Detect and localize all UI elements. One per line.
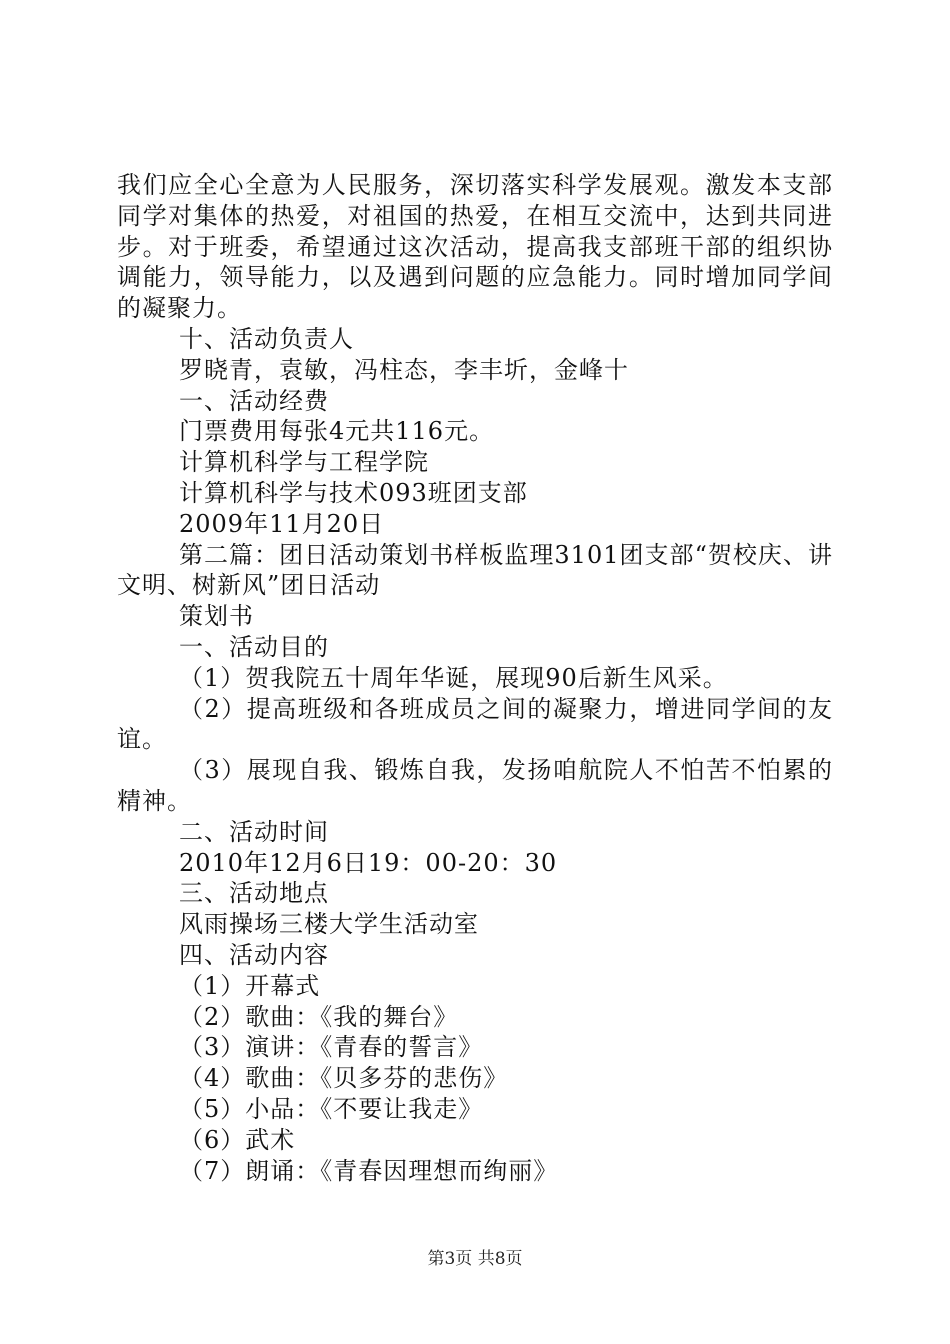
program-item-2: （2）歌曲：《我的舞台》 bbox=[179, 1002, 459, 1031]
purpose-item-3: （3）展现自我、锻炼自我，发扬咱航院人不怕苦不怕累的精神。 bbox=[117, 756, 833, 815]
signature-school: 计算机科学与工程学院 bbox=[179, 448, 429, 477]
program-item-5: （5）小品：《不要让我走》 bbox=[179, 1094, 484, 1123]
activity-location-value: 风雨操场三楼大学生活动室 bbox=[179, 910, 479, 939]
program-item-1: （1）开幕式 bbox=[179, 971, 321, 1000]
signature-branch: 计算机科学与技术093班团支部 bbox=[179, 478, 528, 507]
heading-responsible-persons: 十、活动负责人 bbox=[179, 324, 354, 353]
purpose-item-1: （1）贺我院五十周年华诞，展现90后新生风采。 bbox=[179, 663, 728, 692]
section-title-part-two: 第二篇：团日活动策划书样板监理3101团支部“贺校庆、讲文明、树新风”团日活动 bbox=[117, 540, 833, 600]
signature-date: 2009年11月20日 bbox=[179, 509, 385, 538]
program-item-7: （7）朗诵：《青春因理想而绚丽》 bbox=[179, 1156, 559, 1185]
program-item-3: （3）演讲：《青春的誓言》 bbox=[179, 1033, 484, 1062]
page-number-footer: 第3页 共8页 bbox=[427, 1249, 523, 1269]
heading-activity-funds: 一、活动经费 bbox=[179, 386, 329, 415]
document-body bbox=[117, 170, 833, 1186]
activity-time-value: 2010年12月6日19：00-20：30 bbox=[179, 848, 558, 877]
heading-activity-location: 三、活动地点 bbox=[179, 879, 329, 908]
heading-activity-content: 四、活动内容 bbox=[179, 940, 329, 969]
purpose-item-2: （2）提高班级和各班成员之间的凝聚力，增进同学间的友谊。 bbox=[117, 694, 833, 754]
paragraph-purpose-continued: 我们应全心全意为人民服务，深切落实科学发展观。激发本支部同学对集体的热爱，对祖国的热爱，在相互交流中，达到共同进步。对于班委，希望通过这次活动，提高我支部班干部的组织协调能力，领导能力，以及遇到问题的应急能力。同时增加同学间的凝聚力。 bbox=[117, 171, 833, 323]
heading-activity-time: 二、活动时间 bbox=[179, 817, 329, 846]
responsible-persons-list: 罗晓青，袁敏，冯柱态，李丰圻，金峰十 bbox=[179, 355, 629, 384]
program-item-6: （6）武术 bbox=[179, 1125, 296, 1154]
funds-detail: 门票费用每张4元共116元。 bbox=[179, 417, 495, 446]
heading-activity-purpose: 一、活动目的 bbox=[179, 632, 329, 661]
program-item-4: （4）歌曲：《贝多芬的悲伤》 bbox=[179, 1064, 509, 1093]
section-subtitle-plan: 策划书 bbox=[179, 602, 254, 631]
